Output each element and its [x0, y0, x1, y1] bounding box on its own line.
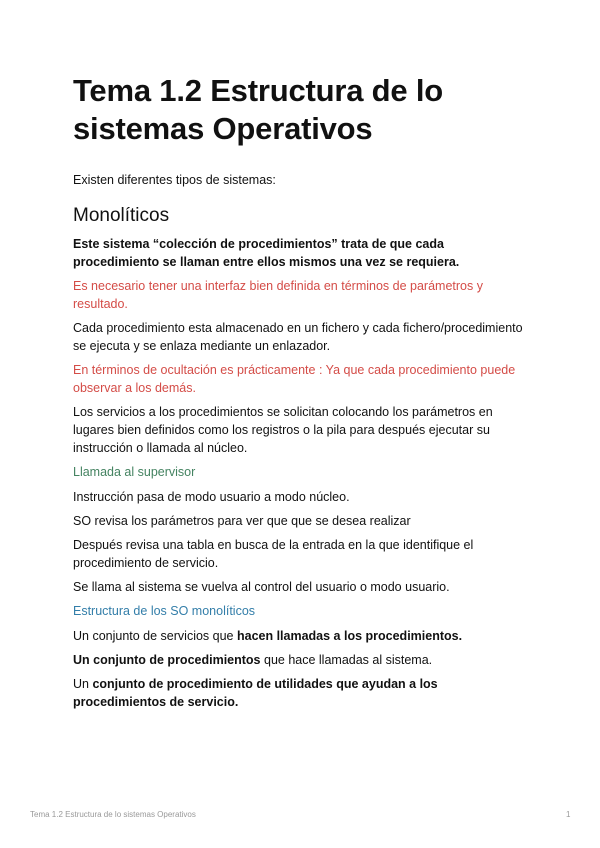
intro-text: Existen diferentes tipos de sistemas:: [73, 173, 276, 187]
subheading-supervisor-call: Llamada al supervisor: [73, 465, 196, 479]
paragraph-utility-set: [73, 675, 533, 711]
paragraph-return-control: Se llama al sistema se vuelva al control del usuario o modo usuario.: [73, 580, 450, 594]
paragraph-service-set-bold: hacen llamadas a los procedimientos.: [236, 629, 463, 643]
paragraph-lookup-table: Después revisa una tabla en busca de la entrada en la que identifique el procedimiento de servicio.: [73, 538, 474, 570]
paragraph-interface: Es necesario tener una interfaz bien definida en términos de parámetros y resultado.: [73, 279, 483, 311]
page-title: Tema 1.2 Estructura de lo sistemas Operativos: [73, 73, 443, 146]
paragraph-services: Los servicios a los procedimientos se solicitan colocando los parámetros en lugares bien definidos como los registros o la pila para después ejecutar su instrucción o llamada al núcleo.: [73, 405, 493, 455]
paragraph-definition: Este sistema “colección de procedimientos” trata de que cada procedimiento se llaman entre ellos mismos una vez se requiera.: [73, 237, 460, 269]
paragraph-procedure-set: [73, 651, 533, 669]
paragraph-hiding: En términos de ocultación es prácticamente : Ya que cada procedimiento puede observar a los demás.: [73, 363, 516, 395]
footer-text: Tema 1.2 Estructura de lo sistemas Operativos: [30, 810, 196, 819]
paragraph-mode-switch: Instrucción pasa de modo usuario a modo núcleo.: [73, 490, 350, 504]
paragraph-storage: Cada procedimiento esta almacenado en un fichero y cada fichero/procedimiento se ejecuta y se enlaza mediante un enlazador.: [73, 321, 523, 353]
page-number: 1: [566, 810, 571, 819]
subheading-monolithic-structure: Estructura de los SO monolíticos: [73, 604, 256, 618]
paragraph-service-set: [73, 627, 533, 645]
paragraph-service-set-normal: Un conjunto de servicios que: [73, 629, 237, 643]
paragraph-check-params: SO revisa los parámetros para ver que que se desea realizar: [73, 514, 411, 528]
paragraph-utility-set-normal: Un: [73, 677, 93, 691]
paragraph-procedure-set-normal: que hace llamadas al sistema.: [260, 653, 433, 667]
paragraph-procedure-set-bold: Un conjunto de procedimientos: [73, 653, 261, 667]
paragraph-utility-set-bold: conjunto de procedimiento de utilidades que ayudan a los procedimientos de servicio.: [73, 677, 438, 709]
section-heading: Monolíticos: [73, 205, 170, 226]
